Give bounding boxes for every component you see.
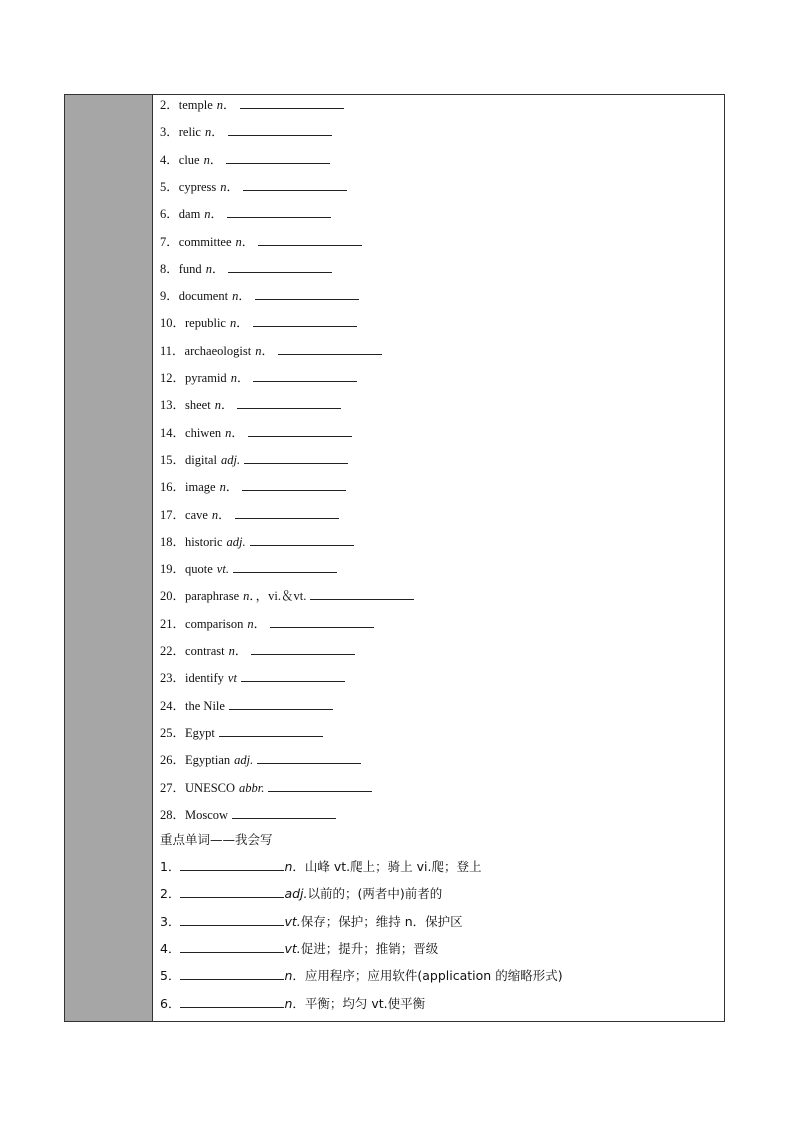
answer-blank[interactable] [240, 95, 344, 109]
item-word: comparison [185, 616, 244, 631]
item-part-of-speech: n [284, 968, 293, 984]
item-word: UNESCO [185, 780, 236, 795]
item-part-of-speech: adj. [226, 534, 246, 549]
answer-blank[interactable] [233, 559, 337, 573]
item-word: paraphrase [185, 589, 240, 604]
vocab-item [160, 423, 352, 443]
item-part-of-speech: n [230, 371, 237, 385]
answer-blank[interactable] [180, 994, 284, 1008]
vocab-item [160, 668, 345, 688]
item-punctuation: ． [223, 98, 236, 112]
item-number: 15． [160, 452, 186, 467]
section-heading: 重点单词——我会写 [160, 832, 273, 847]
item-word: republic [185, 316, 226, 331]
item-part-of-speech: n [247, 616, 254, 631]
answer-blank[interactable] [227, 204, 331, 218]
item-punctuation: ． [226, 179, 240, 194]
answer-blank[interactable] [232, 805, 336, 819]
item-number: 14． [160, 425, 186, 440]
item-part-of-speech: n [204, 125, 212, 140]
item-word: quote [185, 562, 213, 577]
item-punctuation: ． [236, 316, 249, 331]
vocab-item [160, 122, 332, 142]
item-number: 16． [160, 480, 186, 495]
answer-blank[interactable] [235, 505, 339, 519]
write-item [160, 966, 563, 986]
answer-blank[interactable] [242, 477, 346, 491]
item-part-of-speech: n [284, 859, 293, 874]
write-item [160, 994, 425, 1014]
item-word: contrast [185, 644, 225, 658]
vocab-item [160, 532, 354, 552]
item-part-of-speech: n [204, 207, 211, 222]
vocab-item [160, 450, 348, 470]
vocab-item [160, 204, 331, 224]
write-item [160, 857, 481, 877]
answer-blank[interactable] [248, 423, 352, 437]
item-word: Moscow [185, 807, 229, 822]
item-word: fund [178, 261, 202, 276]
item-number: 7． [160, 234, 179, 249]
item-number: 2． [160, 886, 181, 902]
side-column [65, 95, 153, 1021]
item-number: 6． [160, 207, 179, 222]
item-word: committee [178, 234, 232, 249]
answer-blank[interactable] [180, 966, 284, 980]
item-part-of-speech: n [220, 179, 227, 194]
item-punctuation: ． [220, 398, 234, 413]
item-part-of-speech: vt. [284, 913, 301, 929]
vocab-item [160, 341, 382, 361]
item-word: clue [178, 152, 200, 167]
answer-blank[interactable] [180, 912, 284, 926]
item-part-of-speech: vt. [284, 940, 301, 956]
item-part-of-speech: n [219, 480, 226, 495]
vocab-item [160, 150, 330, 170]
item-word: dam [178, 207, 201, 222]
item-punctuation: ． [238, 289, 251, 304]
item-number: 2． [160, 98, 179, 112]
answer-blank[interactable] [310, 586, 414, 600]
item-part-of-speech: n [211, 507, 219, 522]
item-number: 19． [160, 562, 186, 577]
answer-blank[interactable] [229, 696, 333, 710]
item-number: 13． [160, 398, 186, 413]
item-part-of-speech: n [255, 343, 262, 358]
vocab-item [160, 723, 323, 743]
item-part-of-speech: n [214, 398, 221, 413]
answer-blank[interactable] [243, 177, 347, 191]
item-punctuation: ． [211, 261, 225, 276]
item-part-of-speech: vt [227, 671, 237, 686]
item-number: 1． [160, 859, 181, 874]
item-punctuation: ． [231, 425, 244, 440]
vocabulary-table [64, 94, 725, 1022]
vocab-item [160, 177, 347, 197]
item-punctuation: ． [225, 480, 239, 495]
write-item [160, 884, 442, 904]
item-word: sheet [185, 398, 211, 413]
item-punctuation: ． [236, 371, 250, 385]
item-number: 22． [160, 644, 186, 658]
item-number: 4． [160, 152, 179, 167]
vocab-item [160, 586, 414, 606]
answer-blank[interactable] [219, 723, 323, 737]
answer-blank[interactable] [241, 668, 345, 682]
item-word: Egypt [185, 725, 215, 740]
item-number: 3． [160, 125, 179, 140]
item-number: 18． [160, 534, 186, 549]
answer-blank[interactable] [180, 939, 284, 953]
item-word: pyramid [185, 371, 227, 385]
answer-blank[interactable] [278, 341, 382, 355]
item-number: 5． [160, 179, 179, 194]
answer-blank[interactable] [250, 532, 354, 546]
item-part-of-speech: n [205, 261, 212, 276]
write-item [160, 912, 463, 932]
item-word: chiwen [185, 425, 222, 440]
item-punctuation: ． [210, 207, 224, 222]
vocab-item [160, 505, 339, 525]
item-part-of-speech: n [203, 152, 210, 167]
vocab-item [160, 259, 332, 279]
item-meaning: ．平衡；均匀 vt.使平衡 [292, 995, 426, 1011]
item-punctuation: ．，vi.＆vt. [249, 589, 307, 604]
item-part-of-speech: abbr. [239, 780, 265, 795]
vocab-item [160, 395, 341, 415]
item-meaning: 保存；保护；维持 n．保护区 [300, 913, 463, 929]
item-part-of-speech: n [232, 289, 239, 304]
item-number: 20． [160, 589, 186, 604]
answer-blank[interactable] [258, 232, 362, 246]
item-punctuation: ． [253, 616, 267, 631]
vocab-item [160, 778, 372, 798]
vocab-item [160, 750, 361, 770]
item-number: 21． [160, 616, 186, 631]
answer-blank[interactable] [228, 259, 332, 273]
item-word: Egyptian [185, 753, 231, 768]
vocab-item [160, 286, 359, 306]
answer-blank[interactable] [180, 857, 284, 871]
item-punctuation: ． [209, 152, 223, 167]
item-meaning: ．山峰 vt.爬上；骑上 vi.爬；登上 [292, 859, 482, 874]
content-column [153, 95, 724, 1021]
item-word: cypress [178, 179, 217, 194]
item-part-of-speech: n [225, 425, 232, 440]
item-part-of-speech: adj. [234, 753, 254, 768]
answer-blank[interactable] [226, 150, 330, 164]
answer-blank[interactable] [253, 313, 357, 327]
vocab-item [160, 368, 357, 388]
write-item [160, 939, 438, 959]
vocab-item [160, 313, 357, 333]
vocab-item [160, 559, 337, 579]
vocab-item [160, 696, 333, 716]
item-word: the Nile [185, 698, 225, 713]
item-number: 11． [160, 343, 185, 358]
item-word: identify [185, 671, 224, 686]
item-number: 10． [160, 316, 186, 331]
item-number: 25． [160, 725, 186, 740]
item-part-of-speech: n [228, 644, 235, 658]
vocab-item [160, 232, 362, 252]
item-punctuation: ． [261, 343, 274, 358]
item-meaning: 促进；提升；推销；晋级 [300, 940, 439, 956]
item-part-of-speech: n [284, 995, 293, 1011]
item-number: 3． [160, 913, 181, 929]
item-number: 12． [160, 371, 186, 385]
answer-blank[interactable] [251, 641, 355, 655]
item-part-of-speech: n [216, 98, 224, 112]
item-number: 8． [160, 261, 179, 276]
item-part-of-speech: vt. [216, 562, 229, 577]
item-number: 27． [160, 780, 186, 795]
vocab-item [160, 641, 355, 661]
item-number: 26． [160, 753, 186, 768]
answer-blank[interactable] [244, 450, 348, 464]
item-word: archaeologist [184, 343, 252, 358]
item-word: document [178, 289, 229, 304]
item-number: 5． [160, 968, 181, 984]
answer-blank[interactable] [253, 368, 357, 382]
item-part-of-speech: adj. [220, 452, 241, 467]
vocab-item [160, 477, 346, 497]
answer-blank[interactable] [255, 286, 359, 300]
item-part-of-speech: n [243, 589, 250, 604]
answer-blank[interactable] [180, 884, 284, 898]
item-number: 6． [160, 995, 181, 1011]
answer-blank[interactable] [228, 122, 332, 136]
item-number: 9． [160, 289, 179, 304]
vocab-item [160, 95, 344, 115]
item-word: image [185, 480, 216, 495]
item-number: 24． [160, 698, 186, 713]
item-word: digital [185, 452, 217, 467]
item-part-of-speech: n [229, 316, 237, 331]
item-word: temple [178, 98, 213, 112]
answer-blank[interactable] [237, 395, 341, 409]
answer-blank[interactable] [270, 614, 374, 628]
item-punctuation: ． [218, 507, 231, 522]
item-punctuation: ． [234, 644, 248, 658]
item-number: 4． [160, 940, 181, 956]
vocab-item [160, 614, 374, 634]
item-meaning: 以前的；(两者中)前者的 [307, 886, 443, 902]
item-word: relic [178, 125, 201, 140]
item-part-of-speech: n [235, 234, 242, 249]
item-punctuation: ． [241, 234, 255, 249]
item-punctuation: ． [211, 125, 224, 140]
item-word: historic [185, 534, 223, 549]
item-number: 23． [160, 671, 186, 686]
answer-blank[interactable] [257, 750, 361, 764]
item-word: cave [185, 507, 208, 522]
item-part-of-speech: adj. [284, 886, 308, 902]
answer-blank[interactable] [268, 778, 372, 792]
vocab-item [160, 805, 336, 825]
item-meaning: ．应用程序；应用软件(application 的缩略形式) [292, 968, 563, 984]
item-number: 17． [160, 507, 186, 522]
item-number: 28． [160, 807, 186, 822]
